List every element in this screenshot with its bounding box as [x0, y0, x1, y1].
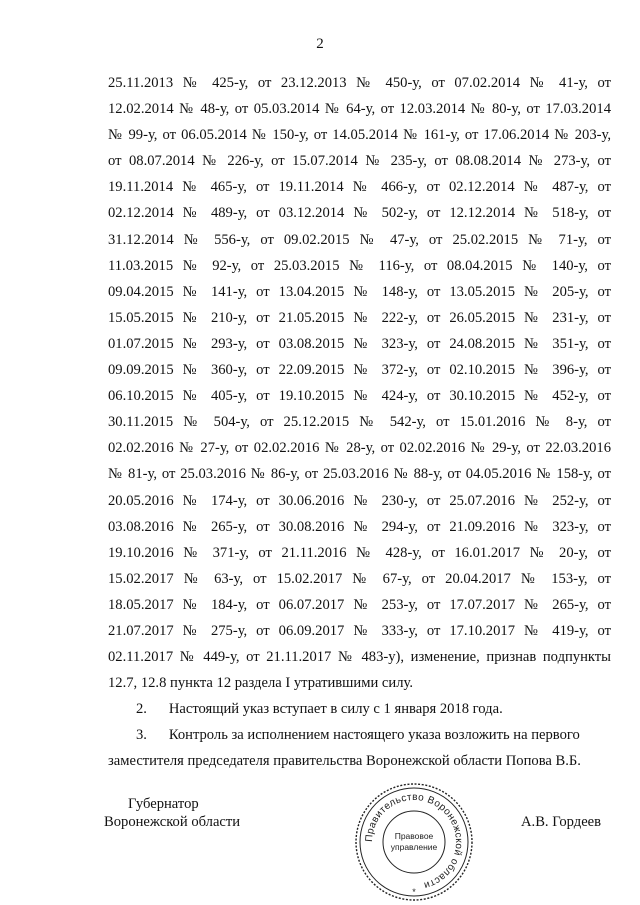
official-seal-stamp	[352, 780, 476, 904]
paragraph-3-continued: заместителя председателя правительства Воронежской области Попова В.Б.	[108, 753, 581, 770]
text-line: 12.02.2014 № 48-у, от 05.03.2014 № 64-у, от 12.03.2014 № 80-у, от 17.03.2014	[108, 101, 611, 118]
text-line: от 08.07.2014 № 226-у, от 15.07.2014 № 235-у, от 08.08.2014 № 273-у, от	[108, 153, 611, 170]
seal-center-line2: управление	[390, 842, 438, 852]
text-line: 02.02.2016 № 27-у, от 02.02.2016 № 28-у, от 02.02.2016 № 29-у, от 22.03.2016	[108, 440, 611, 457]
text-line: 12.7, 12.8 пункта 12 раздела I утратившими силу.	[108, 675, 413, 692]
text-line: 15.02.2017 № 63-у, от 15.02.2017 № 67-у, от 20.04.2017 № 153-у, от	[108, 570, 611, 587]
text-line: 09.09.2015 № 360-у, от 22.09.2015 № 372-у, от 02.10.2015 № 396-у, от	[108, 362, 611, 379]
text-line: 21.07.2017 № 275-у, от 06.09.2017 № 333-у, от 17.10.2017 № 419-у, от	[108, 622, 611, 639]
paragraph-2: 2. Настоящий указ вступает в силу с 1 января 2018 года.	[136, 701, 503, 718]
text-line: 31.12.2014 № 556-у, от 09.02.2015 № 47-у, от 25.02.2015 № 71-у, от	[108, 231, 611, 248]
text-line: № 99-у, от 06.05.2014 № 150-у, от 14.05.2014 № 161-у, от 17.06.2014 № 203-у,	[108, 127, 611, 144]
text-line: 02.12.2014 № 489-у, от 03.12.2014 № 502-у, от 12.12.2014 № 518-у, от	[108, 205, 611, 222]
text-line: 11.03.2015 № 92-у, от 25.03.2015 № 116-у, от 08.04.2015 № 140-у, от	[108, 257, 611, 274]
signature-name: А.В. Гордеев	[521, 814, 602, 830]
text-line: 30.11.2015 № 504-у, от 25.12.2015 № 542-у, от 15.01.2016 № 8-у, от	[108, 414, 611, 431]
text-line: № 81-у, от 25.03.2016 № 86-у, от 25.03.2016 № 88-у, от 04.05.2016 № 158-у, от	[108, 466, 611, 483]
text-line: 18.05.2017 № 184-у, от 06.07.2017 № 253-у, от 17.07.2017 № 265-у, от	[108, 596, 611, 613]
signature-title-line2: Воронежской области	[104, 814, 241, 830]
text-line: 15.05.2015 № 210-у, от 21.05.2015 № 222-у, от 26.05.2015 № 231-у, от	[108, 309, 611, 326]
seal-center-line1: Правовое	[394, 831, 434, 841]
text-line: 03.08.2016 № 265-у, от 30.08.2016 № 294-у, от 21.09.2016 № 323-у, от	[108, 518, 611, 535]
paragraph-3: 3. Контроль за исполнением настоящего указа возложить на первого	[136, 727, 580, 744]
seal-ring-text: Правительство Воронежской области	[363, 791, 465, 891]
text-line: 19.10.2016 № 371-у, от 21.11.2016 № 428-у, от 16.01.2017 № 20-у, от	[108, 544, 611, 561]
text-line: 09.04.2015 № 141-у, от 13.04.2015 № 148-у, от 13.05.2015 № 205-у, от	[108, 283, 611, 300]
seal-star-icon: *	[412, 887, 416, 897]
signature-title-line1: Губернатор	[128, 796, 199, 812]
text-line: 02.11.2017 № 449-у, от 21.11.2017 № 483-у), изменение, признав подпункты	[108, 649, 611, 666]
decree-body-text	[108, 70, 611, 775]
page-number: 2	[316, 36, 324, 52]
text-line: 19.11.2014 № 465-у, от 19.11.2014 № 466-у, от 02.12.2014 № 487-у, от	[108, 179, 611, 196]
text-line: 25.11.2013 № 425-у, от 23.12.2013 № 450-у, от 07.02.2014 № 41-у, от	[108, 75, 611, 91]
text-line: 06.10.2015 № 405-у, от 19.10.2015 № 424-у, от 30.10.2015 № 452-у, от	[108, 388, 611, 405]
text-line: 01.07.2015 № 293-у, от 03.08.2015 № 323-у, от 24.08.2015 № 351-у, от	[108, 335, 611, 352]
text-line: 20.05.2016 № 174-у, от 30.06.2016 № 230-у, от 25.07.2016 № 252-у, от	[108, 492, 611, 509]
